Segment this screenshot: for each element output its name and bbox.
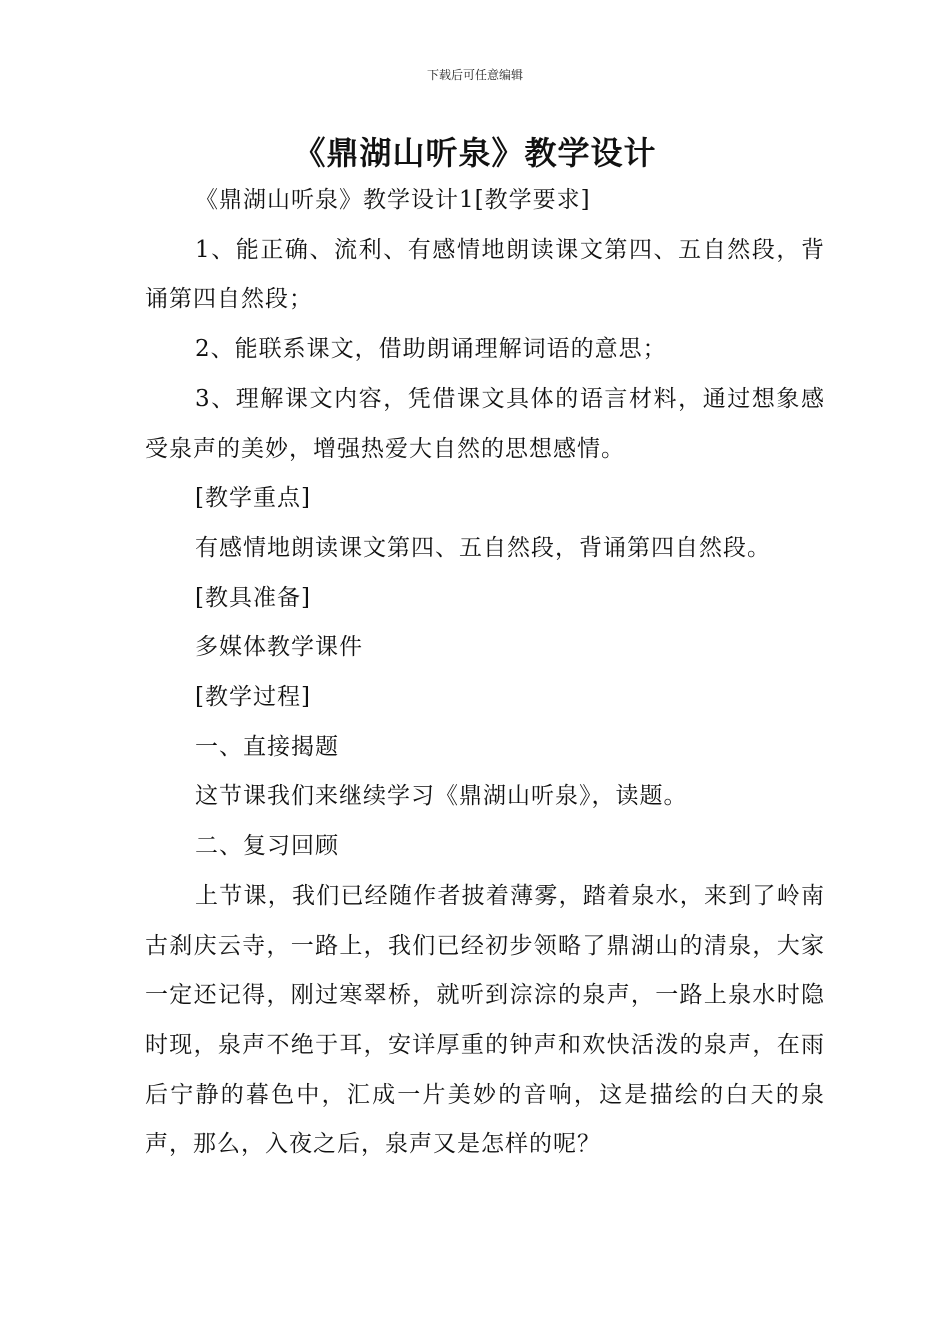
paragraph-requirement-2: 2、能联系课文，借助朗诵理解词语的意思；: [195, 336, 667, 363]
paragraph-step-2: 上节课，我们已经随作者披着薄雾，踏着泉水，来到了岭南古刹庆云寺，一路上，我们已经初步领略了鼎湖山的清泉，大家一定还记得，刚过寒翠桥，就听到淙淙的泉声，一路上泉水时隐时现，泉声不绝于耳，安详厚重的钟声和欢快活泼的泉声，在雨后宁静的暮色中，汇成一片美妙的音响，这是描绘的白天的泉声，那么，入夜之后，泉声又是怎样的呢？: [145, 882, 825, 1158]
paragraph-subtitle-requirements: 《鼎湖山听泉》教学设计1[教学要求]: [195, 187, 591, 213]
paragraph-materials: 多媒体教学课件: [195, 634, 363, 661]
paragraph-requirement-3: 3、理解课文内容，凭借课文具体的语言材料，通过想象感受泉声的美妙，增强热爱大自然的思想感情。: [145, 385, 825, 462]
paragraph-step-1: 这节课我们来继续学习《鼎湖山听泉》，读题。: [195, 783, 688, 810]
paragraph-requirement-1: 1、能正确、流利、有感情地朗读课文第四、五自然段，背诵第四自然段；: [145, 236, 825, 313]
section-heading-process: [教学过程]: [195, 684, 311, 711]
section-heading-materials: [教具准备]: [195, 584, 311, 611]
document-body: [145, 176, 825, 1170]
page-header-note: 下载后可任意编辑: [426, 68, 523, 82]
section-heading-key-points: [教学重点]: [195, 485, 311, 512]
paragraph-key-points: 有感情地朗读课文第四、五自然段，背诵第四自然段。: [195, 534, 771, 561]
document-title: 《鼎湖山听泉》教学设计: [293, 134, 657, 172]
step-heading-2: 二、复习回顾: [195, 833, 339, 860]
step-heading-1: 一、直接揭题: [195, 733, 339, 760]
